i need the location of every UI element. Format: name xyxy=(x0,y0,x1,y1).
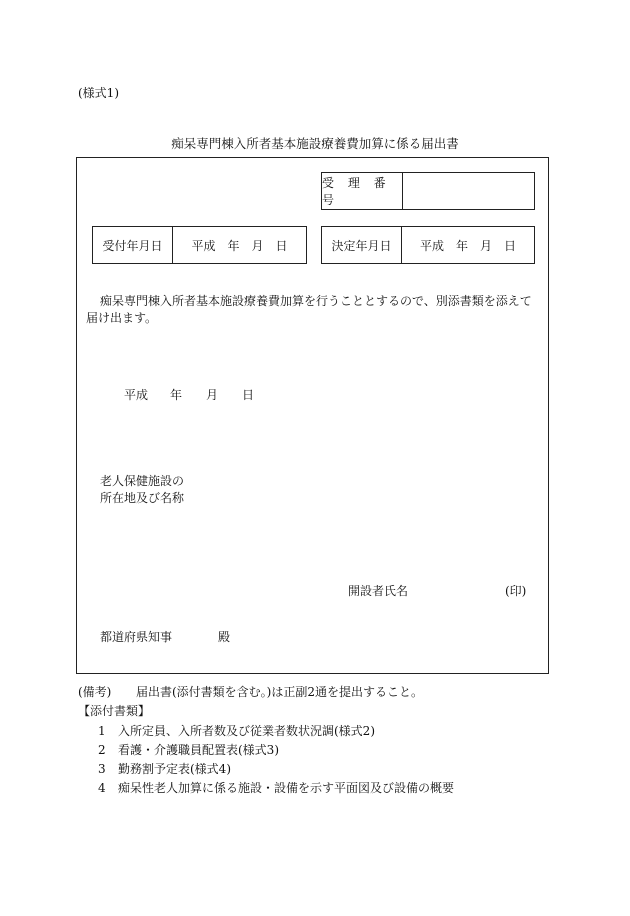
submission-date xyxy=(124,386,254,403)
date-era: 平成 xyxy=(124,388,149,402)
receipt-number-field[interactable] xyxy=(402,173,534,209)
receipt-number-label: 受 理 番 号 xyxy=(322,176,391,207)
decision-date-box xyxy=(321,226,535,264)
date-month: 月 xyxy=(206,388,219,402)
attachment-text: 入所定員、入所者数及び従業者数状況調(様式2) xyxy=(118,724,375,738)
form-number-label: (様式1) xyxy=(78,86,119,100)
accept-date-box xyxy=(92,226,307,264)
attachment-item xyxy=(98,722,375,739)
accept-date-label: 受付年月日 xyxy=(102,238,163,253)
seal-mark: (印) xyxy=(505,584,527,598)
decision-date-label: 決定年月日 xyxy=(331,238,392,253)
attachment-text: 看護・介護職員配置表(様式3) xyxy=(118,743,279,757)
attachment-number: 3 xyxy=(98,762,106,776)
receipt-number-box xyxy=(321,172,535,210)
founder-name-label: 開設者氏名 xyxy=(348,584,409,598)
attachment-item xyxy=(98,779,454,796)
governor-line xyxy=(100,628,230,645)
governor-label: 都道府県知事 xyxy=(100,630,173,644)
attachment-item xyxy=(98,760,231,777)
facility-label-line1: 老人保健施設の xyxy=(100,474,185,488)
notes-label: (備考) xyxy=(78,685,112,699)
attachment-text: 勤務割予定表(様式4) xyxy=(118,762,231,776)
attachment-number: 2 xyxy=(98,743,106,757)
notes-text: 届出書(添付書類を含む。)は正副2通を提出すること。 xyxy=(136,685,424,699)
attachment-item xyxy=(98,741,279,758)
decision-date-field[interactable]: 平成 年 月 日 xyxy=(401,227,534,263)
notes xyxy=(78,683,423,700)
date-year: 年 xyxy=(170,388,183,402)
declaration-text: 痴呆専門棟入所者基本施設療養費加算を行うこととするので、別添書類を添えて届け出ます。 xyxy=(86,294,532,325)
attachment-number: 1 xyxy=(98,724,106,738)
governor-suffix: 殿 xyxy=(218,630,231,644)
facility-label xyxy=(100,473,184,507)
attachment-number: 4 xyxy=(98,781,106,795)
facility-label-line2: 所在地及び名称 xyxy=(100,491,185,505)
accept-date-field[interactable]: 平成 年 月 日 xyxy=(172,227,306,263)
date-day: 日 xyxy=(242,388,255,402)
attachments-header: 【添付書類】 xyxy=(78,704,151,718)
document-title: 痴呆専門棟入所者基本施設療養費加算に係る届出書 xyxy=(171,136,459,151)
attachment-text: 痴呆性老人加算に係る施設・設備を示す平面図及び設備の概要 xyxy=(118,781,455,795)
